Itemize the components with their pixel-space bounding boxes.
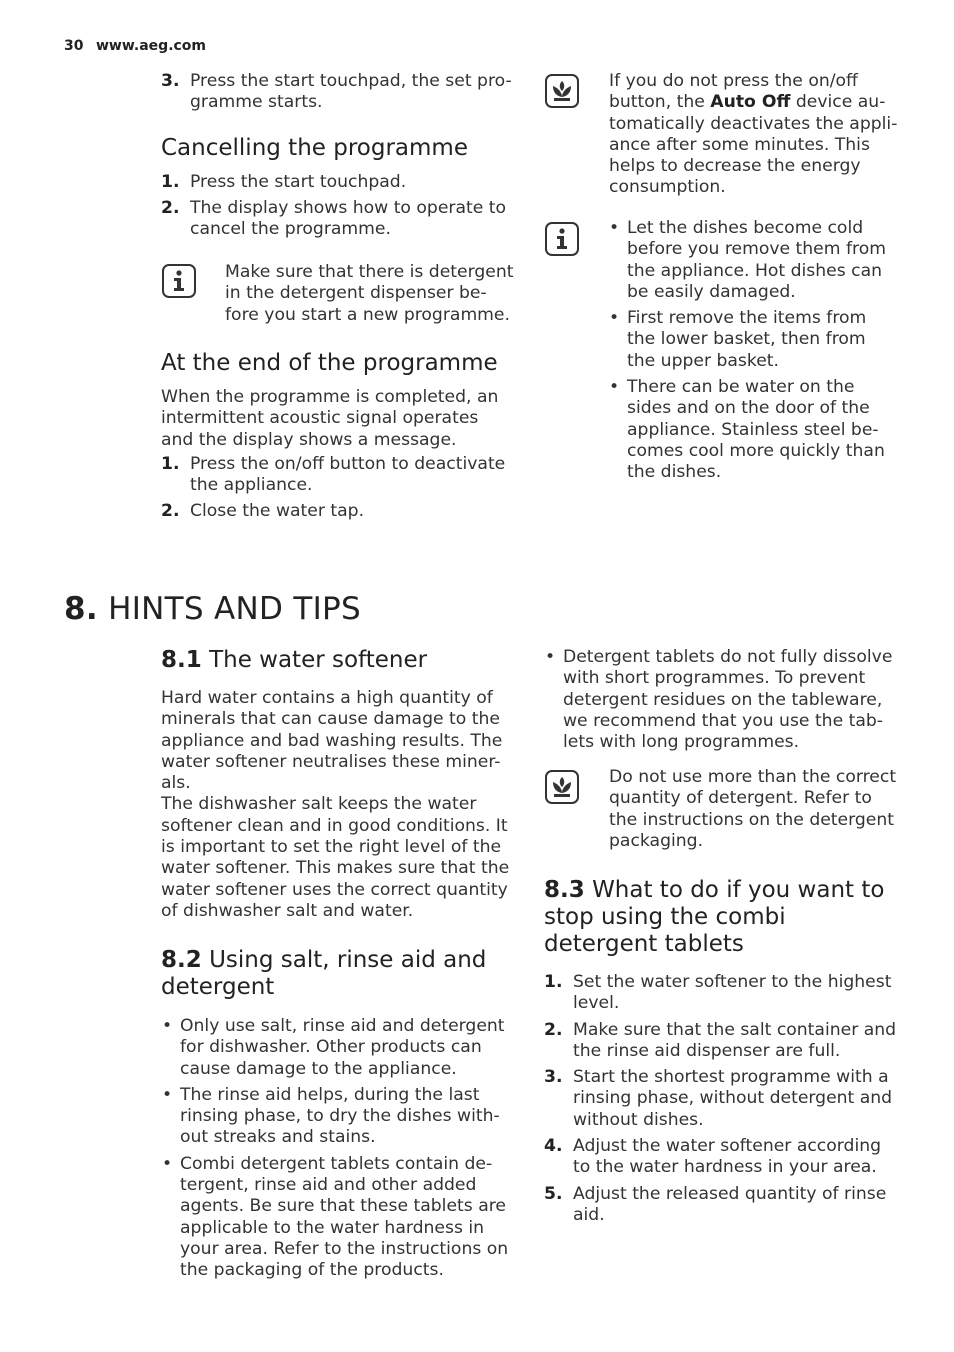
list-item: • There can be water on the sides and on the door of the appliance. Stainless steel be-comes cool more quickly than the dishes. [608,377,898,483]
list-item: • Let the dishes become cold before you remove them from the appliance. Hot dishes can be easily damaged. [608,218,898,303]
list-item: • Combi detergent tablets contain de-tergent, rinse aid and other added agents. Be sure that these tablets are applicable to the water hardness in your area. Refer to the instructions on the packaging of the products. [161,1154,516,1282]
list-item: • First remove the items from the lower basket, then from the upper basket. [608,308,898,372]
end-heading: At the end of the programme [161,350,498,376]
page-number: 30 [64,38,84,54]
section-8-1 [161,647,516,922]
list-item: 1. Set the water softener to the highest level. [544,972,892,1014]
info-icon [545,222,579,256]
cancel-heading: Cancelling the programme [161,134,468,161]
list-item: 2. The display shows how to operate to cancel the programme. [161,197,507,240]
auto-off-label: Auto Off [710,92,791,113]
list-item: 4. Adjust the water softener according to the water hardness in your area. [544,1136,882,1178]
list-item: 1. Press the on/off button to deactivate the appliance. [161,453,506,496]
end-section [161,350,516,528]
list-item: • Detergent tablets do not fully dissolve with short programmes. To prevent detergent residues on the tableware, we recommend that you use the tab-lets with long programmes. [544,647,899,753]
detergent-quantity-note: Do not use more than the correct quantity of detergent. Refer to the instructions on the detergent packaging. [609,767,897,851]
section-8-3 [544,877,899,1231]
section-8-1-heading: 8.1 The water softener [161,647,428,673]
water-softener-para-1: Hard water contains a high quantity of minerals that can cause damage to the appliance and bad washing results. The water softener neutralises these miner-als. [161,688,503,794]
header-url: www.aeg.com [96,38,207,54]
list-item: 5. Adjust the released quantity of rinse aid. [544,1183,887,1225]
cancel-steps [161,172,516,241]
list-item: 1. Press the start touchpad. [161,171,407,192]
list-item: • Only use salt, rinse aid and detergent for dishwasher. Other products can cause damage to the appliance. [161,1016,516,1080]
list-item: • The rinse aid helps, during the last rinsing phase, to dry the dishes with-out streaks and stains. [161,1085,516,1149]
list-item: 3. Start the shortest programme with a rinsing phase, without detergent and without dishes. [544,1067,893,1130]
chapter-heading: 8. HINTS AND TIPS [64,591,361,627]
start-steps [161,71,516,114]
left-top-column [161,71,516,245]
environment-icon [545,74,579,108]
list-item: 2. Make sure that the salt container and the rinse aid dispenser are full. [544,1019,897,1061]
cancel-info-note: Make sure that there is detergent in the detergent dispenser be-fore you start a new programme. [225,262,514,325]
unloading-tips [608,218,898,489]
info-icon [162,264,196,298]
section-8-3-heading: 8.3 What to do if you want to stop using the combi detergent tablets [544,877,885,957]
list-item: 3. Press the start touchpad, the set pro-gramme starts. [161,71,512,113]
water-softener-para-2: The dishwasher salt keeps the water softener clean and in good conditions. It is important to set the right level of the water softener. This makes sure that the water softener uses the correct quantity of dishwasher salt and water. [161,794,510,921]
end-intro: When the programme is completed, an intermittent acoustic signal operates and the display shows a message. [161,387,499,450]
section-8-2-heading: 8.2 Using salt, rinse aid and detergent [161,947,487,1000]
section-8-2-continued [544,647,899,758]
section-8-2 [161,947,516,1287]
environment-icon [545,770,579,804]
list-item: 2. Close the water tap. [161,501,365,522]
end-steps [161,454,516,523]
auto-off-note: If you do not press the on/off button, the Auto Off device au-tomatically deactivates the appli-ance after some minutes. This helps to decrease the energy consumption. [609,71,898,198]
